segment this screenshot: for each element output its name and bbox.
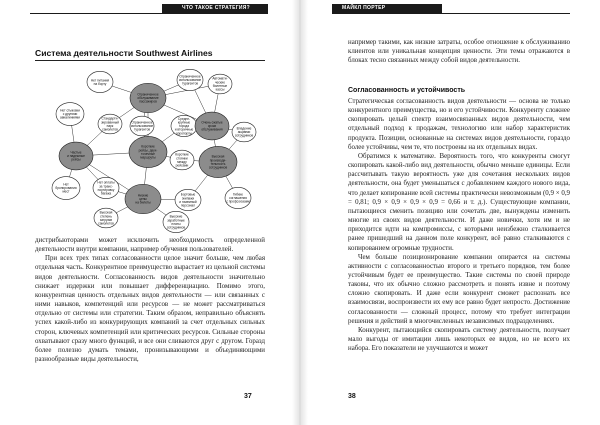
diagram-node-label: Ограниченное bbox=[179, 74, 201, 79]
diagram-hub-node bbox=[59, 142, 93, 170]
right-header-rule bbox=[332, 13, 570, 14]
diagram-node-label: стоянки bbox=[176, 156, 188, 161]
left-body-text bbox=[35, 236, 265, 364]
diagram-node-label: между bbox=[177, 159, 187, 164]
diagram-node-label: Средне- bbox=[177, 116, 191, 121]
diagram-node-label: города bbox=[179, 124, 189, 129]
diagram-node-label: тельность bbox=[210, 161, 226, 166]
left-running-header: ЧТО ТАКОЕ СТРАТЕГИЯ? bbox=[162, 4, 268, 13]
diagram-hub-node bbox=[130, 83, 166, 113]
diagram-node-label: Высокая bbox=[211, 154, 225, 159]
right-intro-paragraph: например такими, как низкие затраты, особое отношение к обслуживанию клиентов или уникальная концепция ценности. Эти темы отражаются в блоках тесно связанных между собой видов деятельности. bbox=[348, 39, 570, 65]
diagram-node-label: Короткие bbox=[141, 144, 155, 149]
diagram-node-label: маршруты bbox=[140, 155, 156, 160]
diagram-node bbox=[93, 177, 119, 198]
left-header-rule bbox=[30, 13, 268, 14]
diagram-node-label: и наземный bbox=[179, 199, 197, 204]
diagram-node bbox=[177, 69, 203, 90]
diagram-node bbox=[225, 187, 251, 208]
diagram-node-label: Нет питания bbox=[90, 78, 110, 83]
diagram-node-label: кассы bbox=[215, 87, 225, 92]
diagram-node-label: пассажиров bbox=[139, 99, 157, 104]
diagram-node-label: Очень сжатые bbox=[201, 120, 223, 125]
diagram-node-label: Частые bbox=[70, 150, 82, 155]
diagram-node-label: Высокая bbox=[99, 210, 113, 215]
diagram-node-label: рейсами bbox=[175, 163, 189, 168]
diagram-node bbox=[232, 122, 256, 142]
right-paragraph-1: Стратегическая согласованность видов деятельности — основа не только конкурентного преимущества, но и его устойчивости. Конкуренту сложнее скопировать целый спектр взаимосвязанных видов деятельности, чем отдельный подход к продажам, технологию или набор характеристик продукта. Позиции, основанные на системах видов деятельности, гораздо более устойчивы, чем те, что построены на их отдельных видах. bbox=[348, 98, 570, 151]
diagram-node-label: точечные bbox=[141, 151, 155, 156]
right-intro-text bbox=[348, 38, 570, 65]
diagram-node-label: турагентов bbox=[133, 127, 151, 132]
diagram-node-label: производи- bbox=[209, 158, 227, 163]
book-gutter bbox=[292, 0, 308, 425]
diagram-node-label: степень bbox=[100, 214, 112, 219]
diagram-node bbox=[98, 114, 122, 134]
diagram-node-label: бронирования bbox=[55, 186, 77, 191]
diagram-node-label: за транс- bbox=[99, 184, 113, 189]
diagram-node-label: Ограниченное bbox=[137, 92, 159, 97]
diagram-node-label: с другими bbox=[62, 112, 78, 117]
diagram-node bbox=[163, 211, 189, 232]
diagram-node-label: Владение bbox=[236, 126, 252, 131]
diagram-node-label: на борту bbox=[93, 81, 107, 86]
diagram-node-label: обслуживания bbox=[201, 127, 223, 132]
diagram-node bbox=[171, 115, 197, 136]
diagram-node-label: крупные bbox=[177, 120, 191, 125]
diagram-node-label: багажа bbox=[100, 191, 112, 196]
diagram-node-label: экипажи bbox=[181, 196, 195, 201]
diagram-hub-node bbox=[195, 112, 229, 140]
diagram-node-label: и вторичные bbox=[174, 127, 194, 132]
diagram-node-label: сотрудников bbox=[234, 133, 254, 138]
diagram-node-label: заработные bbox=[167, 218, 185, 223]
diagram-node-label: Низкие bbox=[137, 193, 149, 198]
diagram-node-label: парк bbox=[106, 123, 114, 128]
diagram-node-label: ческие bbox=[215, 80, 225, 85]
diagram-node-label: Нет оплаты bbox=[97, 180, 115, 185]
diagram-node-label: аэропорты bbox=[176, 131, 192, 136]
diagram-node-label: использование bbox=[178, 78, 202, 83]
diagram-node-label: турагентов bbox=[181, 81, 199, 86]
diagram-hub-node bbox=[199, 146, 237, 177]
diagram-node-label: рейсы, двух- bbox=[138, 148, 158, 153]
right-page bbox=[300, 0, 600, 425]
diagram-node bbox=[208, 74, 232, 94]
left-paragraph-1: дистрибьюторами может исключить необходимость определенной деятельности внутри компании, например обучения пользователей. bbox=[35, 237, 265, 254]
left-page-number: 37 bbox=[244, 393, 252, 400]
diagram-node-label: самолетов bbox=[102, 127, 118, 132]
right-paragraph-4: Конкурент, пытающийся скопировать систему деятельности, получает мало выгоды от имитации лишь некоторых ее видов, но не всего их набора. Его показатели не улучшаются и может bbox=[348, 326, 570, 353]
diagram-node-label: авиалиниями bbox=[60, 115, 80, 120]
diagram-node-label: Автомати- bbox=[212, 76, 228, 81]
diagram-node-label: сотрудников bbox=[166, 225, 186, 230]
diagram-node-label: цены bbox=[139, 197, 147, 202]
diagram-node-label: Гибкие bbox=[232, 192, 244, 197]
diagram-node-label: Стандарти- bbox=[101, 116, 119, 121]
activity-system-diagram bbox=[30, 60, 270, 238]
diagram-node-label: мест bbox=[62, 189, 70, 194]
diagram-node-label: Бортовые bbox=[180, 192, 196, 197]
diagram-node-label: обслуживание bbox=[137, 96, 159, 101]
diagram-node-label: загрузки bbox=[99, 217, 113, 222]
diagram-node-label: акциями bbox=[237, 130, 251, 135]
diagram-node bbox=[52, 177, 80, 200]
diagram-node bbox=[175, 189, 201, 210]
diagram-node-label: самолетов bbox=[98, 221, 114, 226]
diagram-node-label: сотрудников bbox=[208, 165, 228, 170]
diagram-node-label: зированный bbox=[101, 120, 119, 125]
right-paragraph-2: Обратимся к математике. Вероятность того, что конкуренты смогут скопировать какой-либо вид деятельности, обычно меньше единицы. Если рассчитывать такую вероятность уже для сочетания нескольких видов деятельности, она будет уменьшаться с добавлением каждого нового вида, что делает копирование всей системы практически невозможным (0,9 × 0,9 = 0,81; 0,9 × 0,9 × 0,9 × 0,9 = 0,66 и т. д.). Существующие компании, пытающиеся сменить позицию или сочетать две, вынуждены изменить многие из своих видов деятельности. И даже новички, хотя им и не приходится идти на компромиссы, с которыми неизбежно сталкивается ранее пришедший на данном поле конкурент, всё равно сталкиваются с копированием огромные трудности. bbox=[348, 152, 570, 252]
diagram-node bbox=[56, 103, 84, 126]
exhibit-title: Система деятельности Southwest Airlines bbox=[35, 48, 213, 58]
right-page-number: 38 bbox=[348, 393, 356, 400]
diagram-node-label: на билеты bbox=[135, 200, 151, 205]
diagram-node-label: персонал bbox=[180, 203, 196, 208]
right-running-header: МАЙКЛ ПОРТЕР bbox=[332, 4, 442, 13]
diagram-node-label: билетные bbox=[212, 83, 228, 88]
section-heading: Согласованность и устойчивость bbox=[348, 87, 466, 94]
diagram-node-label: Нет стыковки bbox=[60, 108, 80, 113]
diagram-node-label: портировку bbox=[97, 187, 115, 192]
diagram-hub-node bbox=[129, 136, 167, 167]
diagram-node-label: использование bbox=[130, 124, 154, 129]
diagram-hub-node bbox=[125, 184, 161, 214]
diagram-nodes bbox=[52, 69, 256, 232]
diagram-node-label: рейсы bbox=[71, 157, 81, 162]
diagram-node-label: соглашения bbox=[229, 196, 247, 201]
diagram-node-label: Высокие bbox=[169, 214, 183, 219]
diagram-node-label: Короткие bbox=[175, 152, 189, 157]
diagram-node bbox=[87, 71, 113, 92]
diagram-node-label: сроки bbox=[207, 124, 217, 129]
diagram-node-label: с профсоюзами bbox=[226, 199, 250, 204]
right-body-text bbox=[348, 97, 570, 353]
diagram-node bbox=[170, 150, 194, 170]
left-paragraph-2: При всех трех типах согласованности целое значит больше, чем любая отдельная часть. Конкурентное преимущество вырастает из цельной системы видов деятельности. Согласованность видов деятельности значительно снижает издержки или повышает дифференциацию. Помимо этого, конкурентная ценность отдельных видов деятельности — или связанных с ними навыков, компетенций или ресурсов — не может рассматриваться отдельно от системы или стратегии. Таким образом, неправильно объяснять успех какой-либо из конкурирующих компаний за счет отдельных сильных сторон, ключевых компетенций или критических ресурсов. Сильные стороны охватывают сразу много функций, и все они сливаются друг с другом. Горазд более полезно думать темами, пронизывающими и объединяющими разнообразные виды деятельности, bbox=[35, 255, 265, 364]
diagram-node bbox=[94, 208, 118, 228]
diagram-node-label: и надежные bbox=[67, 154, 85, 159]
diagram-node-label: Нет bbox=[63, 182, 69, 187]
diagram-node-label: Ограниченное bbox=[131, 120, 153, 125]
diagram-node-label: платы bbox=[171, 221, 181, 226]
right-paragraph-3: Чем больше позиционирование компании опирается на системы активности с согласованностью второго и третьего порядков, тем более устойчивым будет ее преимущество. Такие системы по своей природе таковы, что их обычно сложно рассмотреть и понять извне и поэтому сложно скопировать. И даже если конкурент сможет распознать все взаимосвязи, воспроизвести их ему все равно будет непросто. Достижение согласованности — сложный процесс, потому что требует интеграции решения и действий в многочисленных независимых подразделениях. bbox=[348, 253, 570, 325]
diagram-node bbox=[130, 116, 154, 136]
